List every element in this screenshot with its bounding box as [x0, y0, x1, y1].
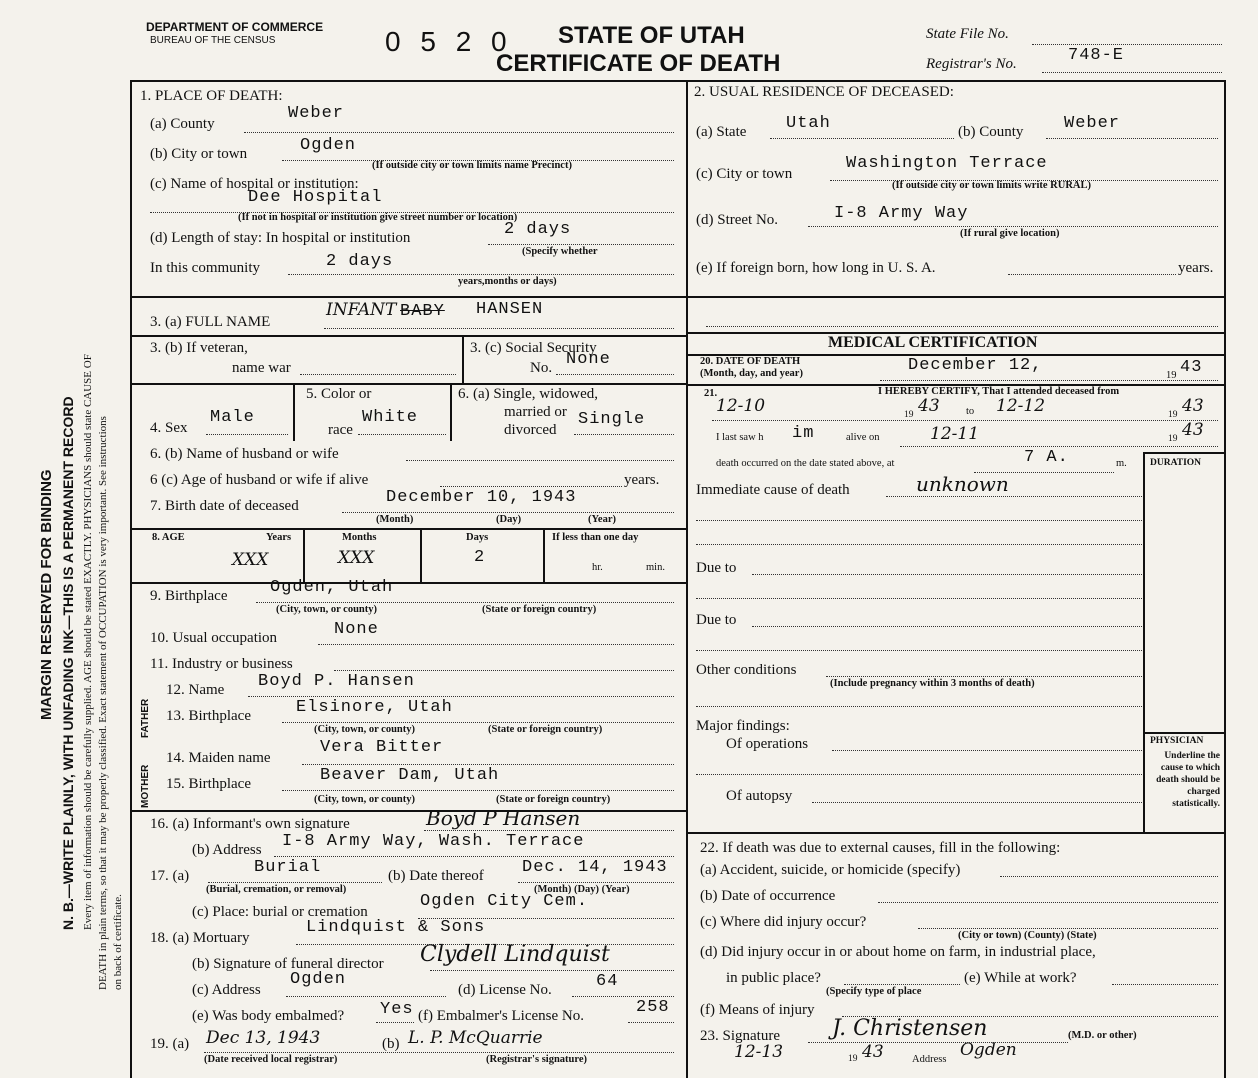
- mother-state-note: (State or foreign country): [496, 794, 611, 805]
- birthplace-value: Ogden, Utah: [270, 578, 394, 597]
- received-date-value: Dec 13, 1943: [206, 1028, 321, 1048]
- duration-label: DURATION: [1150, 458, 1202, 468]
- age-months-label: Months: [342, 532, 377, 543]
- signature-year: 43: [862, 1042, 884, 1062]
- received-note: (Date received local registrar): [204, 1054, 338, 1065]
- spouse-age-label: 6 (c) Age of husband or wife if alive: [150, 472, 369, 488]
- ssn-no-label: No.: [530, 360, 553, 376]
- father-birthplace-label: 13. Birthplace: [166, 708, 251, 724]
- margin-permanent-record-note: N. B.—WRITE PLAINLY, WITH UNFADING INK—THIS IS A PERMANENT RECORD: [60, 396, 76, 930]
- residence-heading: 2. USUAL RESIDENCE OF DECEASED:: [694, 84, 954, 100]
- age-months-value: XXX: [338, 548, 375, 568]
- registrar-number: 748-E: [1068, 46, 1125, 65]
- age-less-than-day-label: If less than one day: [552, 532, 639, 543]
- physician-label: PHYSICIAN: [1150, 736, 1204, 746]
- medical-heading: MEDICAL CERTIFICATION: [828, 334, 1038, 351]
- mother-birthplace-label: 15. Birthplace: [166, 776, 251, 792]
- age-hr-label: hr.: [592, 562, 603, 573]
- birth-year-note: (Year): [588, 514, 616, 525]
- father-birthplace-value: Elsinore, Utah: [296, 698, 453, 717]
- embalmer-license-value: 258: [636, 998, 670, 1017]
- veteran-war-label: name war: [232, 360, 291, 376]
- license-label: (d) License No.: [458, 982, 552, 998]
- mortuary-address-label: (c) Address: [192, 982, 261, 998]
- age-years-value: XXX: [232, 550, 269, 570]
- last-saw-label: I last saw h: [716, 432, 764, 443]
- birthplace-label: 9. Birthplace: [150, 588, 228, 604]
- burial-type-label: 17. (a): [150, 868, 190, 884]
- attended-from-year-prefix: 19: [904, 410, 914, 420]
- alive-year: 43: [1182, 420, 1204, 440]
- occupation-value: None: [334, 620, 379, 639]
- occurrence-date-label: (b) Date of occurrence: [700, 888, 836, 904]
- injury-location-note: (City or town) (County) (State): [958, 930, 1097, 941]
- received-label: 19. (a): [150, 1036, 190, 1052]
- birth-month-note: (Month): [376, 514, 414, 525]
- residence-city-value: Washington Terrace: [846, 154, 1048, 173]
- mortuary-address-value: Ogden: [290, 970, 347, 989]
- birthplace-state-note: (State or foreign country): [482, 604, 597, 615]
- marital-value: Single: [578, 410, 646, 429]
- alive-on-label: alive on: [846, 432, 880, 443]
- signature-year-prefix: 19: [848, 1054, 858, 1064]
- other-conditions-label: Other conditions: [696, 662, 797, 678]
- burial-type-note: (Burial, cremation, or removal): [206, 884, 347, 895]
- date-of-death-label: 20. DATE OF DEATH: [700, 356, 801, 367]
- full-name-struck: BABY: [400, 302, 445, 321]
- embalmer-license-label: (f) Embalmer's License No.: [418, 1008, 584, 1024]
- death-city-note: (If outside city or town limits name Precinct): [372, 160, 572, 171]
- birthplace-city-note: (City, town, or county): [276, 604, 378, 615]
- marital-label-3: divorced: [504, 422, 557, 438]
- community-note: years,months or days): [458, 276, 557, 287]
- attended-to-value: 12-12: [996, 396, 1046, 416]
- birth-date-label: 7. Birth date of deceased: [150, 498, 299, 514]
- father-side-label: FATHER: [140, 698, 151, 738]
- mother-name-label: 14. Maiden name: [166, 750, 271, 766]
- mortuary-value: Lindquist & Sons: [306, 918, 486, 937]
- physician-address-label: Address: [912, 1054, 947, 1065]
- alive-year-prefix: 19: [1168, 434, 1178, 444]
- mother-side-label: MOTHER: [140, 764, 151, 808]
- race-value: White: [362, 408, 419, 427]
- full-name-first: INFANT: [326, 300, 397, 320]
- informant-signature-label: 16. (a) Informant's own signature: [150, 816, 350, 832]
- death-city-value: Ogden: [300, 136, 357, 155]
- residence-street-label: (d) Street No.: [696, 212, 779, 228]
- physician-signature: J. Christensen: [832, 1016, 988, 1041]
- external-heading: 22. If death was due to external causes, fill in the following:: [700, 840, 1061, 856]
- residence-street-note: (If rural give location): [960, 228, 1060, 239]
- stay-note: (Specify whether: [522, 246, 598, 257]
- autopsy-label: Of autopsy: [726, 788, 793, 804]
- public-place-note: (Specify type of place: [826, 986, 922, 997]
- injury-home-label: (d) Did injury occur in or about home on farm, in industrial place,: [700, 944, 1096, 960]
- stay-hospital-value: 2 days: [504, 220, 572, 239]
- mortuary-label: 18. (a) Mortuary: [150, 930, 250, 946]
- registrar-signature-label: (b): [382, 1036, 400, 1052]
- residence-city-note: (If outside city or town limits write RURAL): [892, 180, 1091, 191]
- sex-label: 4. Sex: [150, 420, 188, 436]
- burial-place-label: (c) Place: burial or cremation: [192, 904, 368, 920]
- age-label: 8. AGE: [152, 532, 185, 543]
- spouse-name-label: 6. (b) Name of husband or wife: [150, 446, 339, 462]
- last-saw-pronoun: im: [792, 424, 815, 443]
- place-of-death-heading: 1. PLACE OF DEATH:: [140, 88, 283, 104]
- attended-to-year-prefix: 19: [1168, 410, 1178, 420]
- md-label: (M.D. or other): [1068, 1030, 1137, 1041]
- embalmed-value: Yes: [380, 1000, 414, 1019]
- burial-date-label: (b) Date thereof: [388, 868, 484, 884]
- age-min-label: min.: [646, 562, 665, 573]
- death-county-value: Weber: [288, 104, 345, 123]
- license-value: 64: [596, 972, 619, 991]
- margin-instructions-line2: DEATH in plain terms, so that it may be properly classified. Exact statement of OCCUPATION is very important. See instructions: [97, 416, 109, 990]
- father-name-value: Boyd P. Hansen: [258, 672, 415, 691]
- funeral-director-label: (b) Signature of funeral director: [192, 956, 384, 972]
- physician-signature-label: 23. Signature: [700, 1028, 780, 1044]
- registrar-number-label: Registrar's No.: [926, 56, 1017, 72]
- injury-location-label: (c) Where did injury occur?: [700, 914, 867, 930]
- mother-city-note: (City, town, or county): [314, 794, 416, 805]
- due-to-label-1: Due to: [696, 560, 737, 576]
- certify-statement: I HEREBY CERTIFY, That I attended deceased from: [878, 386, 1120, 397]
- burial-date-note: (Month) (Day) (Year): [534, 884, 630, 895]
- marital-label-2: married or: [504, 404, 567, 420]
- age-days-value: 2: [474, 548, 486, 567]
- informant-address-value: I-8 Army Way, Wash. Terrace: [282, 832, 585, 851]
- embalmed-label: (e) Was body embalmed?: [192, 1008, 345, 1024]
- father-state-note: (State or foreign country): [488, 724, 603, 735]
- state-file-label: State File No.: [926, 26, 1009, 42]
- immediate-cause-value: unknown: [916, 472, 1009, 496]
- ssn-label: 3. (c) Social Security: [470, 340, 597, 356]
- department-label: DEPARTMENT OF COMMERCE: [146, 20, 324, 34]
- margin-instructions-line1: Every item of information should be carefully supplied. AGE should be stated EXACTLY. PHYSICIANS should state CAUSE OF: [82, 354, 94, 930]
- full-name-label: 3. (a) FULL NAME: [150, 314, 271, 330]
- accident-label: (a) Accident, suicide, or homicide (specify): [700, 862, 961, 878]
- veteran-label: 3. (b) If veteran,: [150, 340, 248, 356]
- registrar-signature: L. P. McQuarrie: [408, 1028, 543, 1048]
- father-city-note: (City, town, or county): [314, 724, 416, 735]
- marital-label: 6. (a) Single, widowed,: [458, 386, 598, 402]
- other-conditions-note: (Include pregnancy within 3 months of death): [830, 678, 1035, 689]
- signature-date-value: 12-13: [734, 1042, 784, 1062]
- due-to-label-2: Due to: [696, 612, 737, 628]
- age-years-label: Years: [266, 532, 292, 543]
- date-of-death-label-2: (Month, day, and year): [700, 368, 803, 379]
- attended-from-year: 43: [918, 396, 940, 416]
- date-of-death-value: December 12,: [908, 356, 1043, 375]
- death-occurred-label: death occurred on the date stated above, at: [716, 458, 895, 469]
- burial-place-value: Ogden City Cem.: [420, 892, 589, 911]
- stay-label: (d) Length of stay: In hospital or institution: [150, 230, 411, 246]
- physician-address-value: Ogden: [960, 1040, 1017, 1060]
- foreign-born-label: (e) If foreign born, how long in U. S. A.: [696, 260, 936, 276]
- death-city-label: (b) City or town: [150, 146, 248, 162]
- death-time-m-label: m.: [1116, 458, 1127, 469]
- immediate-cause-label: Immediate cause of death: [696, 482, 850, 498]
- certificate-stamp-number: 0 5 2 0: [385, 26, 513, 57]
- date-of-death-year: 43: [1180, 358, 1203, 377]
- spouse-age-years-label: years.: [624, 472, 660, 488]
- race-label-2: race: [328, 422, 353, 438]
- birth-day-note: (Day): [496, 514, 522, 525]
- hospital-label: (c) Name of hospital or institution:: [150, 176, 359, 192]
- hospital-note: (If not in hospital or institution give street number or location): [238, 212, 518, 223]
- certificate-title: CERTIFICATE OF DEATH: [496, 50, 781, 77]
- while-at-work-label: (e) While at work?: [964, 970, 1077, 986]
- age-days-label: Days: [466, 532, 489, 543]
- industry-label: 11. Industry or business: [150, 656, 293, 672]
- major-findings-label: Major findings:: [696, 718, 790, 734]
- informant-address-label: (b) Address: [192, 842, 262, 858]
- race-label: 5. Color or: [306, 386, 372, 402]
- birth-date-value: December 10, 1943: [386, 488, 577, 507]
- attended-from-value: 12-10: [716, 396, 766, 416]
- margin-binding-label: MARGIN RESERVED FOR BINDING: [38, 469, 55, 720]
- margin-instructions-line3: on back of certificate.: [112, 894, 124, 990]
- death-time-value: 7 A.: [1024, 448, 1069, 467]
- death-county-label: (a) County: [150, 116, 215, 132]
- means-of-injury-label: (f) Means of injury: [700, 1002, 815, 1018]
- stay-community-value: 2 days: [326, 252, 394, 271]
- operations-label: Of operations: [726, 736, 809, 752]
- mother-birthplace-value: Beaver Dam, Utah: [320, 766, 500, 785]
- residence-county-value: Weber: [1064, 114, 1121, 133]
- bureau-label: BUREAU OF THE CENSUS: [150, 35, 276, 46]
- mother-name-value: Vera Bitter: [320, 738, 444, 757]
- residence-state-value: Utah: [786, 114, 831, 133]
- burial-type-value: Burial: [254, 858, 322, 877]
- physician-note: Underline the cause to which death should be charged statistically.: [1156, 751, 1220, 809]
- father-name-label: 12. Name: [166, 682, 225, 698]
- attended-to-label: to: [966, 406, 975, 417]
- foreign-born-years-label: years.: [1178, 260, 1214, 276]
- residence-state-label: (a) State: [696, 124, 747, 140]
- alive-on-value: 12-11: [930, 424, 980, 444]
- burial-date-value: Dec. 14, 1943: [522, 858, 668, 877]
- attended-to-year: 43: [1182, 396, 1204, 416]
- public-place-label: in public place?: [726, 970, 821, 986]
- residence-county-label: (b) County: [958, 124, 1024, 140]
- residence-street-value: I-8 Army Way: [834, 204, 969, 223]
- date-of-death-year-prefix: 19: [1166, 370, 1177, 381]
- full-name-last: HANSEN: [476, 300, 544, 319]
- certify-number: 21.: [704, 388, 718, 399]
- state-title: STATE OF UTAH: [558, 22, 745, 49]
- residence-city-label: (c) City or town: [696, 166, 793, 182]
- registrar-signature-note: (Registrar's signature): [486, 1054, 587, 1065]
- informant-signature: Boyd P Hansen: [426, 806, 581, 830]
- funeral-director-signature: Clydell Lindquist: [420, 942, 610, 967]
- hospital-value: Dee Hospital: [248, 188, 383, 207]
- sex-value: Male: [210, 408, 255, 427]
- community-label: In this community: [150, 260, 260, 276]
- ssn-value: None: [566, 350, 611, 369]
- occupation-label: 10. Usual occupation: [150, 630, 278, 646]
